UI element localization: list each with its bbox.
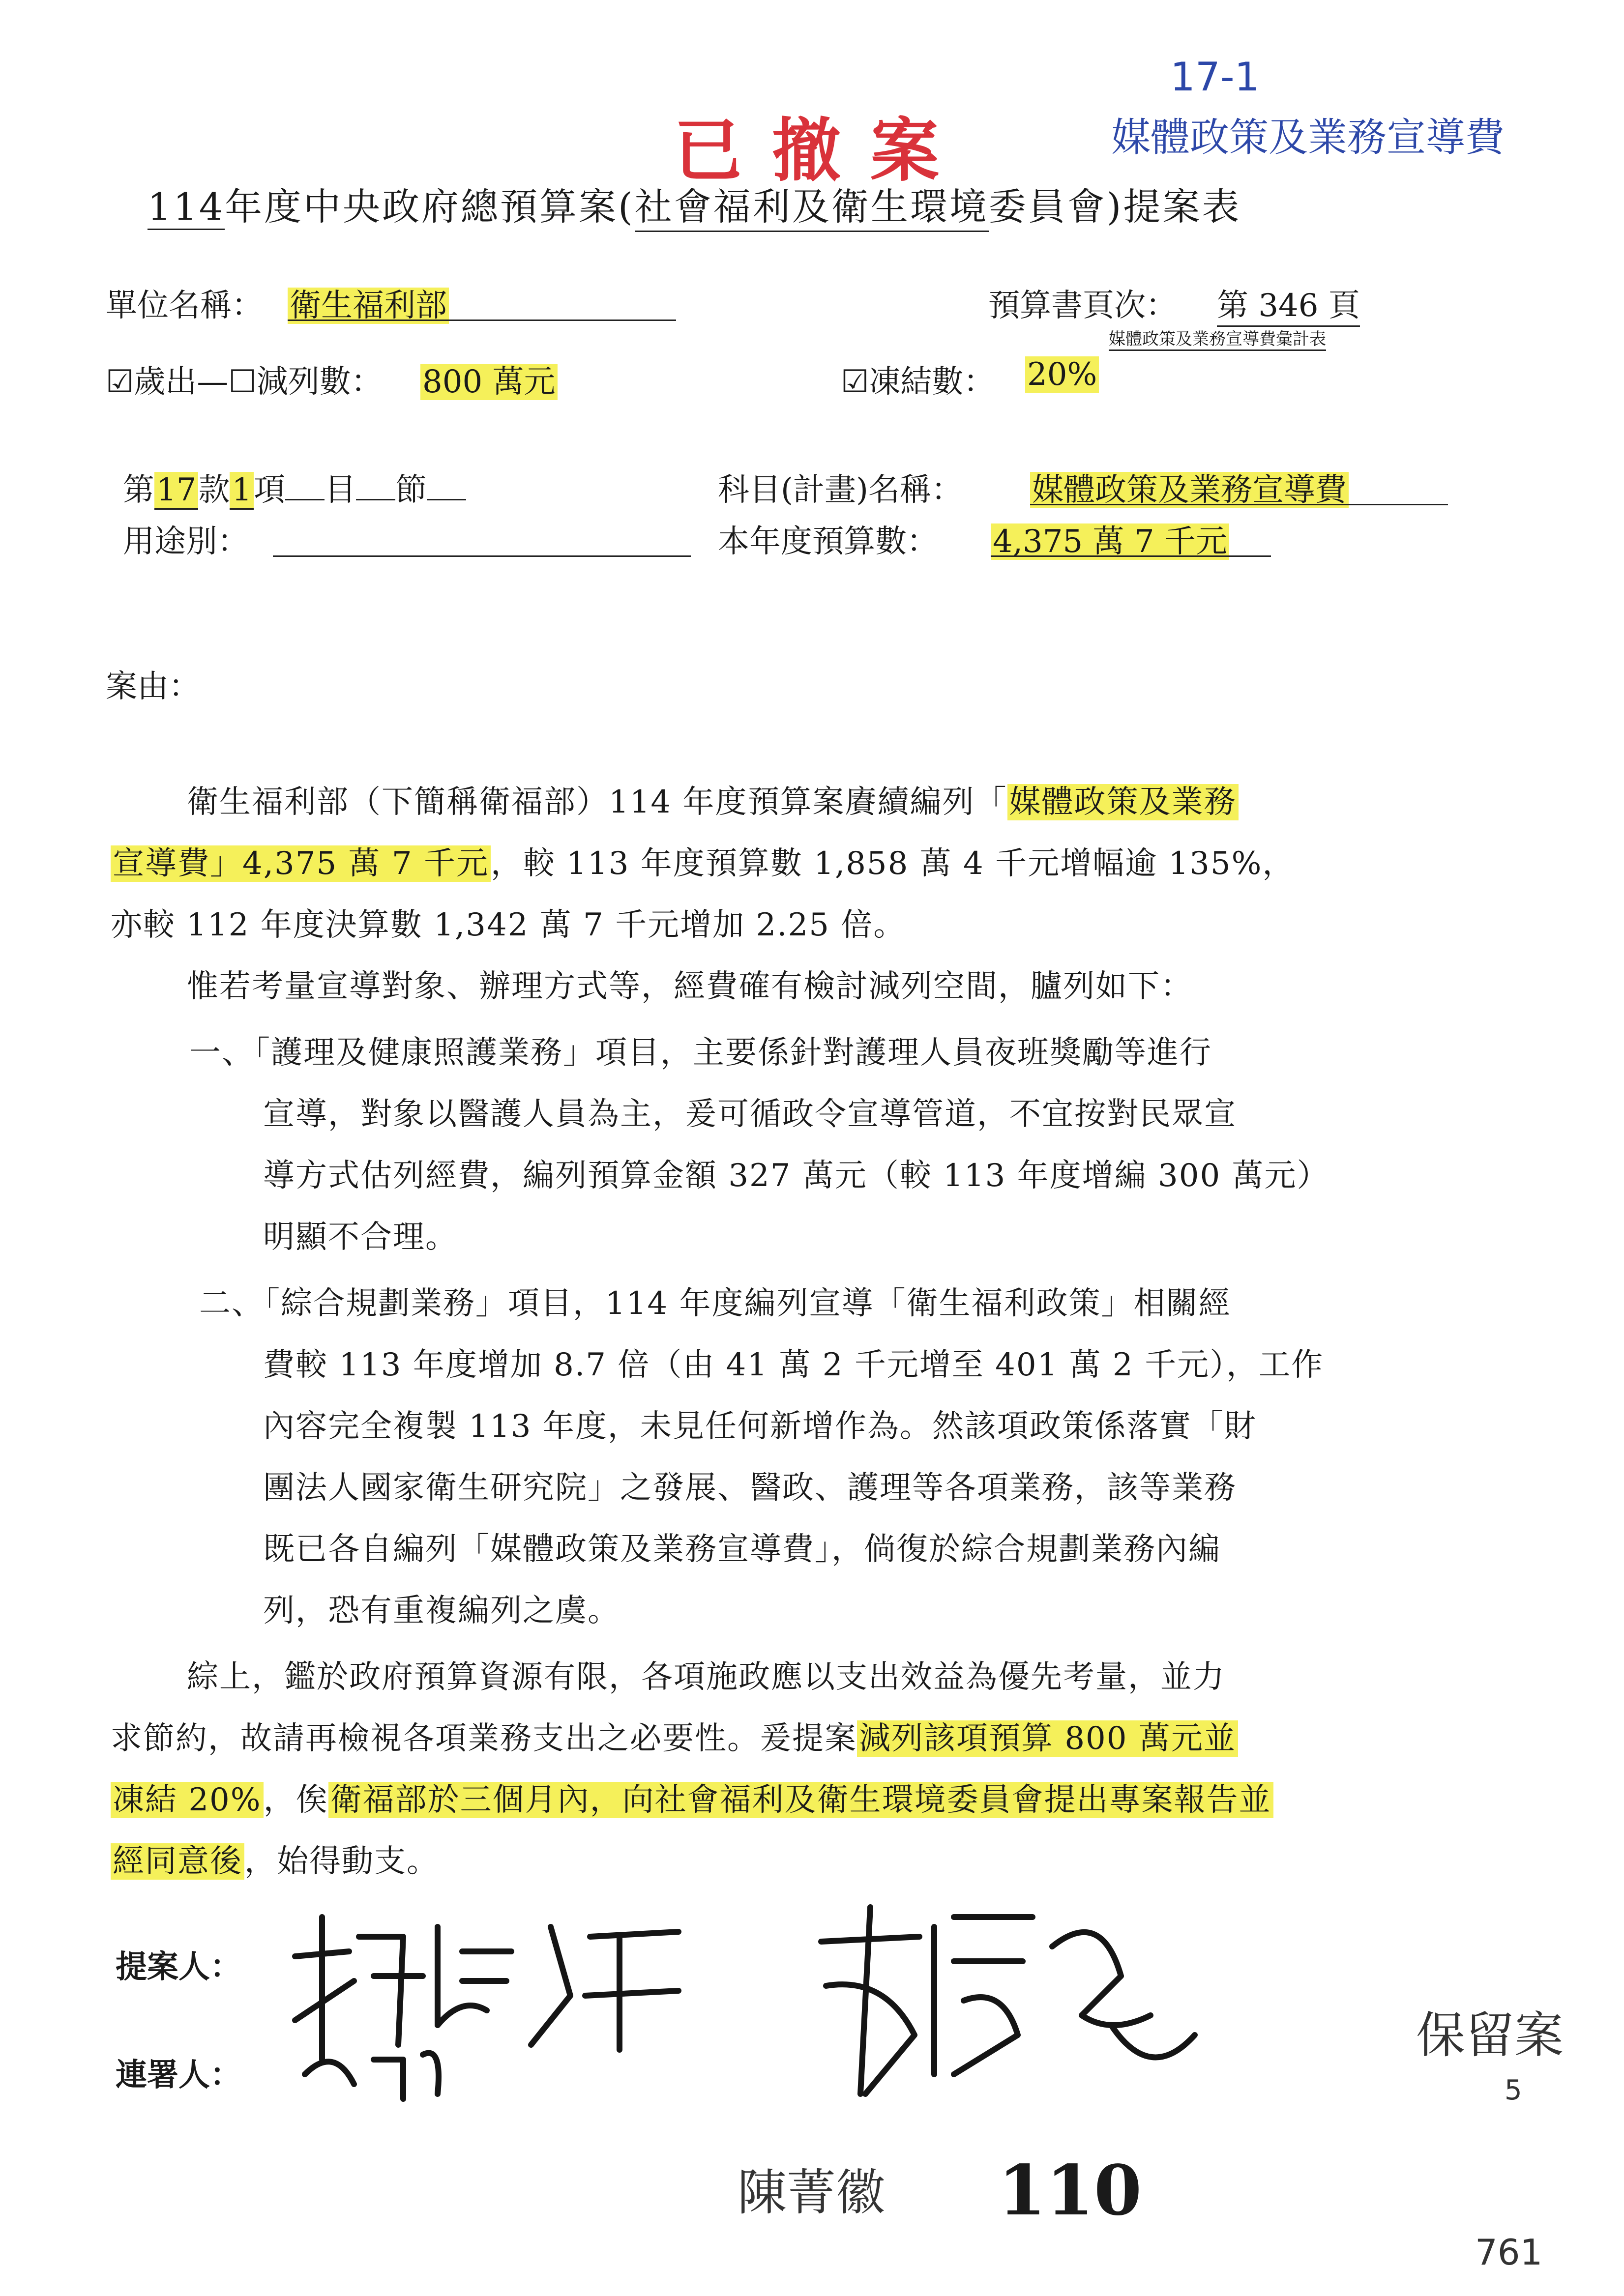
conclusion-line2: 求節約，故請再檢視各項業務支出之必要性。爰提案減列該項預算 800 萬元並 <box>111 1713 1238 1758</box>
unit-underline <box>288 320 676 321</box>
reason-p1-line1: 衛生福利部（下簡稱衛福部）114 年度預算案賡續編列「媒體政策及業務 <box>187 777 1239 822</box>
subject-value: 媒體政策及業務宣導費 <box>1030 465 1349 510</box>
subject-label: 科目(計畫)名稱： <box>718 472 963 508</box>
usage-label: 用途別： <box>123 523 249 560</box>
corner-number: 761 <box>1475 2232 1543 2273</box>
reason-p1-line2: 宣導費」4,375 萬 7 千元，較 113 年度預算數 1,858 萬 4 千元增幅逾 135%， <box>111 838 1295 883</box>
unit-value: 衛生福利部 <box>288 280 449 325</box>
page-label: 預算書頁次： <box>988 288 1177 324</box>
item1-line3: 導方式估列經費，編列預算金額 327 萬元（較 113 年度增編 300 萬元） <box>263 1158 1329 1194</box>
page-number: 110 <box>998 2151 1142 2231</box>
proposer-signature-1 <box>275 1897 718 2104</box>
budget-underline <box>991 555 1271 557</box>
item2-line6: 列，恐有重複編列之虞。 <box>263 1593 620 1629</box>
item2-line2: 費較 113 年度增加 8.7 倍（由 41 萬 2 千元增至 401 萬 2 千元），工作 <box>263 1347 1324 1383</box>
budget-section: 第17款1項 目 節 <box>123 465 466 510</box>
item2-line3: 內容完全複製 113 年度，未見任何新增作為。然該項政策係落實「財 <box>263 1408 1257 1445</box>
reserved-case-number: 5 <box>1505 2074 1522 2106</box>
conclusion-line4: 經同意後，始得動支。 <box>111 1836 439 1881</box>
reserved-case-mark: 保留案 <box>1416 2006 1564 2064</box>
unit-label: 單位名稱： <box>106 288 263 324</box>
cosigner-label: 連署人： <box>116 2057 241 2093</box>
item1-line2: 宣導，對象以醫護人員為主，爰可循政令宣導管道，不宜按對民眾宣 <box>263 1096 1237 1133</box>
reason-p2: 惟若考量宣導對象、辦理方式等，經費確有檢討減列空間，臚列如下： <box>187 968 1193 1005</box>
page-title: 114年度中央政府總預算案(社會福利及衛生環境委員會)提案表 <box>148 177 1241 232</box>
item1-line4: 明顯不合理。 <box>263 1219 458 1255</box>
freeze-value: 20% <box>1025 356 1099 393</box>
page-value: 第 346 頁 <box>1217 280 1360 327</box>
item2-line4: 團法人國家衛生研究院」之發展、醫政、護理等各項業務，該等業務 <box>263 1470 1237 1506</box>
handwritten-item-name: 媒體政策及業務宣導費 <box>1111 115 1505 160</box>
cosigner-signature: 陳菁徽 <box>738 2164 885 2221</box>
reason-p1-line3: 亦較 112 年度決算數 1,342 萬 7 千元增加 2.25 倍。 <box>111 907 906 943</box>
proposer-label: 提案人： <box>116 1948 241 1985</box>
proposer-signature-2 <box>806 1888 1210 2123</box>
freeze-label: ☑凍結數： <box>841 364 995 400</box>
budget-value: 4,375 萬 7 千元 <box>991 516 1229 561</box>
reason-label: 案由： <box>106 668 200 705</box>
item2-line5: 既已各自編列「媒體政策及業務宣導費」，倘復於綜合規劃業務內編 <box>263 1531 1221 1568</box>
item2-line1: 二、「綜合規劃業務」項目，114 年度編列宣導「衛生福利政策」相關經 <box>199 1285 1231 1322</box>
budget-label: 本年度預算數： <box>718 523 938 560</box>
handwritten-case-number: 17-1 <box>1170 54 1260 100</box>
conclusion-line1: 綜上，鑑於政府預算資源有限，各項施政應以支出效益為優先考量，並力 <box>187 1659 1225 1695</box>
withdrawn-stamp: 已撤案 <box>674 111 969 191</box>
item1-line1: 一、「護理及健康照護業務」項目，主要係針對護理人員夜班獎勵等進行 <box>189 1035 1212 1071</box>
expense-checkbox-label: ☑歲出—☐減列數： <box>106 364 383 400</box>
page-note: 媒體政策及業務宣導費彙計表 <box>1109 325 1326 351</box>
subject-underline <box>1030 504 1448 505</box>
conclusion-line3: 凍結 20%，俟衛福部於三個月內，向社會福利及衛生環境委員會提出專案報告並 <box>111 1774 1273 1820</box>
reduce-amount: 800 萬元 <box>420 356 558 402</box>
usage-underline <box>273 555 691 557</box>
